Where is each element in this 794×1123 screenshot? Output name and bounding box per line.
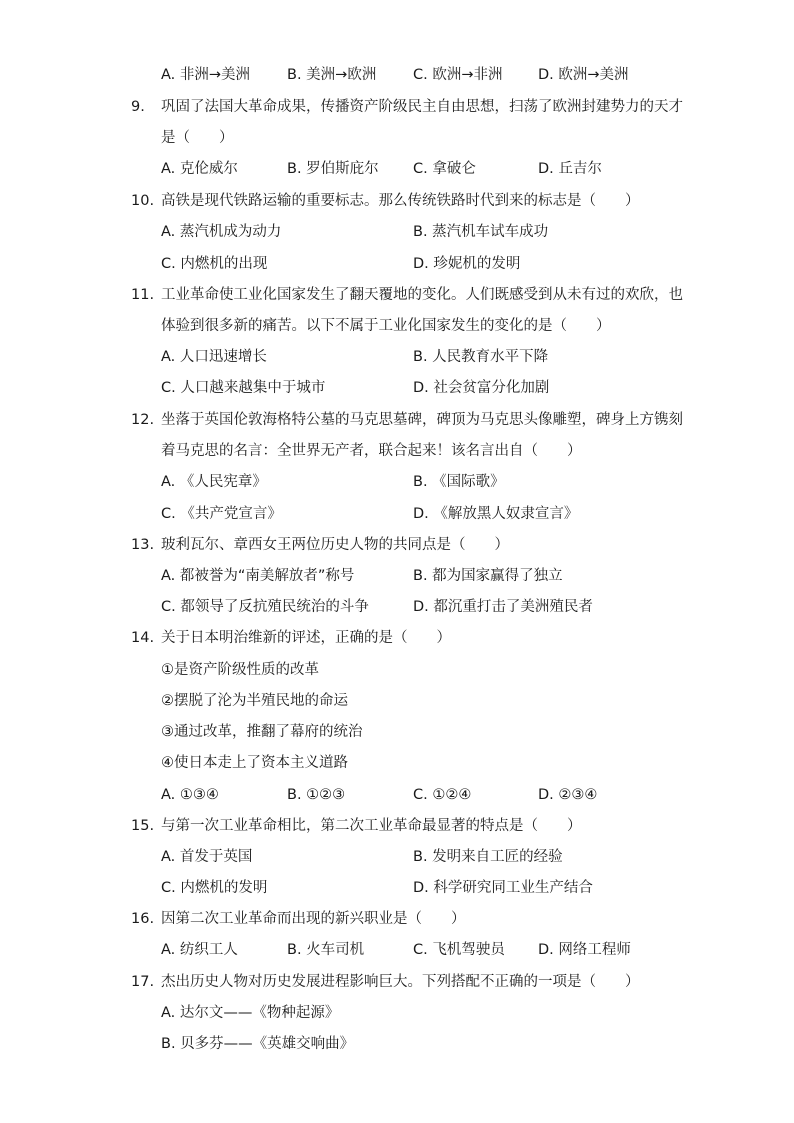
q14-number: 14. xyxy=(131,630,155,646)
q17-stem-text-1: 杰出历史人物对历史发展进程影响巨大。下列搭配不正确的一项是（ ） xyxy=(161,974,640,990)
q12-option-a: A. 《人民宪章》 xyxy=(161,474,267,490)
q12-number: 12. xyxy=(131,412,155,428)
q10-option-a: A. 蒸汽机成为动力 xyxy=(161,224,282,240)
q16-option-b: B. 火车司机 xyxy=(287,942,365,958)
q10-option-b: B. 蒸汽机车试车成功 xyxy=(413,224,549,240)
q14-item-text-3: ③通过改革，推翻了幕府的统治 xyxy=(161,724,363,740)
q16-option-d: D. 网络工程师 xyxy=(538,942,631,958)
q9-option-a: A. 克伦威尔 xyxy=(161,161,238,177)
q14-option-c: C. ①②④ xyxy=(413,787,472,803)
q13-option-a: A. 都被誉为“南美解放者”称号 xyxy=(161,568,355,584)
q16-option-a: A. 纺织工人 xyxy=(161,942,238,958)
q8-option-b: B. 美洲→欧洲 xyxy=(287,67,377,83)
q13-option-b: B. 都为国家赢得了独立 xyxy=(413,568,563,584)
q13-option-d: D. 都沉重打击了美洲殖民者 xyxy=(413,599,593,615)
q14-option-b: B. ①②③ xyxy=(287,787,346,803)
q8-option-a: A. 非洲→美洲 xyxy=(161,67,251,83)
q14-item-text-4: ④使日本走上了资本主义道路 xyxy=(161,755,348,771)
q10-number: 10. xyxy=(131,193,155,209)
q12-stem-text-1: 坐落于英国伦敦海格特公墓的马克思墓碑，碑顶为马克思头像雕塑，碑身上方镌刻 xyxy=(161,412,683,428)
q10-stem-text-1: 高铁是现代铁路运输的重要标志。那么传统铁路时代到来的标志是（ ） xyxy=(161,193,640,209)
q11-number: 11. xyxy=(131,287,155,303)
q11-stem-text-2: 体验到很多新的痛苦。以下不属于工业化国家发生的变化的是（ ） xyxy=(161,318,611,334)
q12-option-b: B. 《国际歌》 xyxy=(413,474,505,490)
q13-option-c: C. 都领导了反抗殖民统治的斗争 xyxy=(161,599,369,615)
q16-option-c: C. 飞机驾驶员 xyxy=(413,942,505,958)
q15-option-c: C. 内燃机的发明 xyxy=(161,880,268,896)
q12-stem-text-2: 着马克思的名言：全世界无产者，联合起来！该名言出自（ ） xyxy=(161,443,582,459)
q17-option-b: B. 贝多芬——《英雄交响曲》 xyxy=(161,1036,355,1052)
q9-stem-text-1: 巩固了法国大革命成果，传播资产阶级民主自由思想，扫荡了欧洲封建势力的天才 xyxy=(161,99,683,115)
q11-option-d: D. 社会贫富分化加剧 xyxy=(413,380,550,396)
q11-option-b: B. 人民教育水平下降 xyxy=(413,349,549,365)
q17-number: 17. xyxy=(131,974,155,990)
q13-number: 13. xyxy=(131,537,155,553)
q17-option-a: A. 达尔文——《物种起源》 xyxy=(161,1005,340,1021)
q8-option-c: C. 欧洲→非洲 xyxy=(413,67,503,83)
q15-stem-text-1: 与第一次工业革命相比，第二次工业革命最显著的特点是（ ） xyxy=(161,818,582,834)
q15-option-d: D. 科学研究同工业生产结合 xyxy=(413,880,593,896)
q12-option-d: D. 《解放黑人奴隶宣言》 xyxy=(413,506,579,522)
q16-stem-text-1: 因第二次工业革命而出现的新兴职业是（ ） xyxy=(161,911,466,927)
q9-option-b: B. 罗伯斯庇尔 xyxy=(287,161,379,177)
q10-option-d: D. 珍妮机的发明 xyxy=(413,256,521,272)
q11-option-a: A. 人口迅速增长 xyxy=(161,349,267,365)
q14-option-a: A. ①③④ xyxy=(161,787,219,803)
q9-stem-text-2: 是（ ） xyxy=(161,130,234,146)
q10-option-c: C. 内燃机的出现 xyxy=(161,256,268,272)
q13-stem-text-1: 玻利瓦尔、章西女王两位历史人物的共同点是（ ） xyxy=(161,537,509,553)
q11-stem-text-1: 工业革命使工业化国家发生了翻天覆地的变化。人们既感受到从未有过的欢欣，也 xyxy=(161,287,683,303)
q14-option-d: D. ②③④ xyxy=(538,787,598,803)
q8-option-d: D. 欧洲→美洲 xyxy=(538,67,629,83)
q12-option-c: C. 《共产党宣言》 xyxy=(161,506,282,522)
q9-number: 9. xyxy=(131,99,145,115)
q14-stem-text-1: 关于日本明治维新的评述，正确的是（ ） xyxy=(161,630,451,646)
q11-option-c: C. 人口越来越集中于城市 xyxy=(161,380,326,396)
q15-option-b: B. 发明来自工匠的经验 xyxy=(413,849,563,865)
q14-item-text-2: ②摆脱了沦为半殖民地的命运 xyxy=(161,693,348,709)
q9-option-d: D. 丘吉尔 xyxy=(538,161,602,177)
q14-item-text-1: ①是资产阶级性质的改革 xyxy=(161,662,319,678)
q9-option-c: C. 拿破仑 xyxy=(413,161,476,177)
q15-number: 15. xyxy=(131,818,155,834)
q15-option-a: A. 首发于英国 xyxy=(161,849,253,865)
q16-number: 16. xyxy=(131,911,155,927)
